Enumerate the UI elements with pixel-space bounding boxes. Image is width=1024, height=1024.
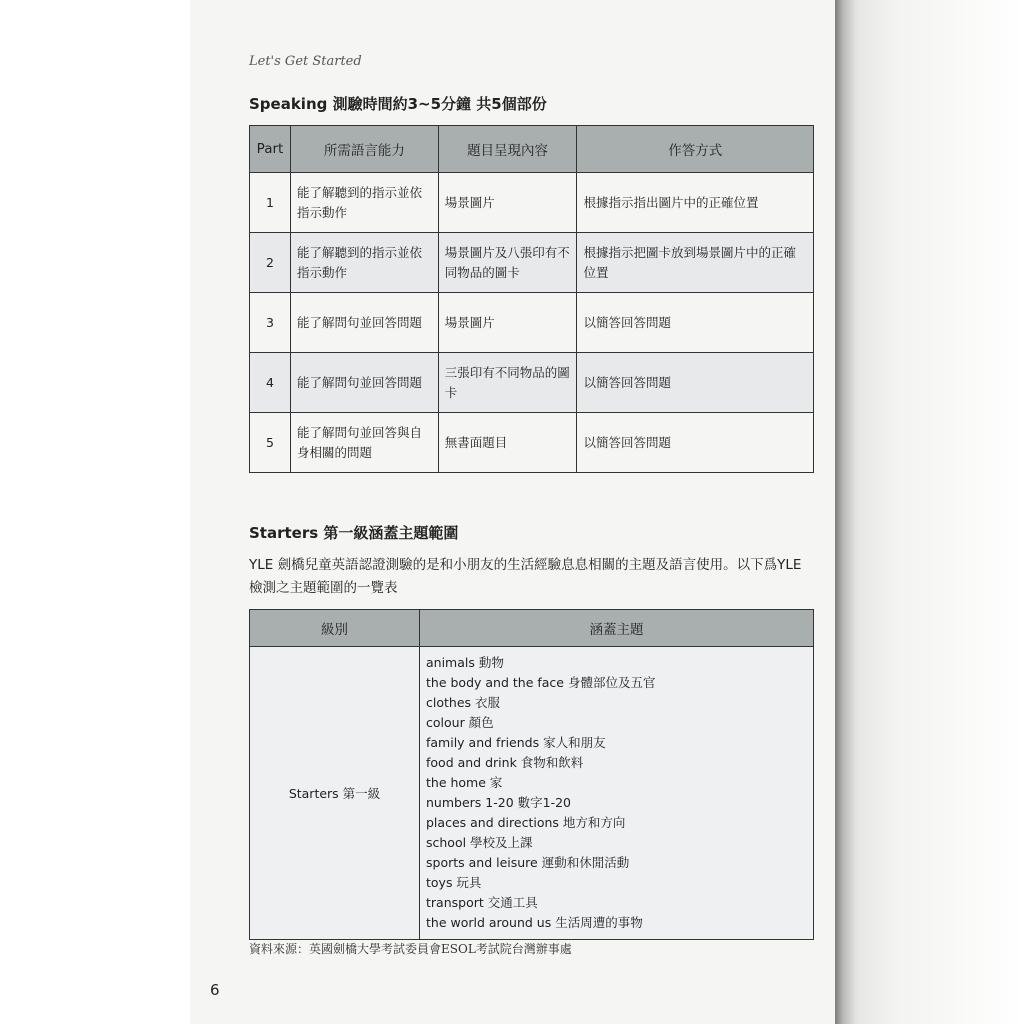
cell-content: 場景圖片及八張印有不同物品的圖卡 [438,233,577,293]
list-item: colour 顏色 [426,715,494,730]
list-item: numbers 1-20 數字1-20 [426,795,571,810]
cell-part: 2 [250,233,291,293]
starters-section-title: Starters 第一級涵蓋主題範圍 [249,524,459,542]
list-item: places and directions 地方和方向 [426,815,626,830]
speaking-table [249,125,814,473]
table-row [250,173,814,233]
cell-response: 以簡答回答問題 [577,413,814,473]
header-level: 級別 [250,610,420,647]
list-item: clothes 衣服 [426,695,500,710]
topics-table [249,609,814,940]
cell-ability: 能了解問句並回答與自身相關的問題 [290,413,438,473]
cell-part: 5 [250,413,291,473]
cell-part: 4 [250,353,291,413]
speaking-section-title: Speaking 測驗時間約3~5分鐘 共5個部份 [249,95,547,113]
running-head: Let's Get Started [249,54,362,69]
table-row [250,293,814,353]
table-row [250,233,814,293]
book-gutter-shadow [835,0,1024,1024]
cell-ability: 能了解問句並回答問題 [290,353,438,413]
header-ability: 所需語言能力 [290,126,438,173]
starters-intro: YLE 劍橋兒童英語認證測驗的是和小朋友的生活經驗息息相關的主題及語言使用。以下爲YLE 檢測之主題範圍的一覽表 [249,557,802,596]
table-header-row [250,126,814,173]
header-response: 作答方式 [577,126,814,173]
list-item: animals 動物 [426,655,504,670]
cell-part: 1 [250,173,291,233]
cell-level: Starters 第一級 [250,647,420,940]
cell-part: 3 [250,293,291,353]
table-row [250,353,814,413]
table-row [250,647,814,940]
header-topics: 涵蓋主題 [420,610,814,647]
list-item: the home 家 [426,775,503,790]
cell-response: 以簡答回答問題 [577,293,814,353]
header-content: 題目呈現內容 [438,126,577,173]
list-item: food and drink 食物和飲料 [426,755,584,770]
cell-content: 三張印有不同物品的圖卡 [438,353,577,413]
list-item: the world around us 生活周遭的事物 [426,915,643,930]
list-item: sports and leisure 運動和休閒活動 [426,855,630,870]
cell-content: 無書面題目 [438,413,577,473]
list-item: toys 玩具 [426,875,482,890]
header-part: Part [250,126,291,173]
list-item: the body and the face 身體部位及五官 [426,675,656,690]
list-item: family and friends 家人和朋友 [426,735,606,750]
cell-ability: 能了解聽到的指示並依指示動作 [290,173,438,233]
page-number: 6 [210,981,220,999]
list-item: school 學校及上課 [426,835,533,850]
cell-content: 場景圖片 [438,173,577,233]
cell-response: 以簡答回答問題 [577,353,814,413]
source-note: 資料來源：英國劍橋大學考試委員會ESOL考試院台灣辦事處 [249,942,572,956]
table-header-row [250,610,814,647]
cell-ability: 能了解問句並回答問題 [290,293,438,353]
cell-ability: 能了解聽到的指示並依指示動作 [290,233,438,293]
cell-topics [420,647,814,940]
list-item: transport 交通工具 [426,895,538,910]
cell-content: 場景圖片 [438,293,577,353]
cell-response: 根據指示把圖卡放到場景圖片中的正確位置 [577,233,814,293]
cell-response: 根據指示指出圖片中的正確位置 [577,173,814,233]
table-row [250,413,814,473]
